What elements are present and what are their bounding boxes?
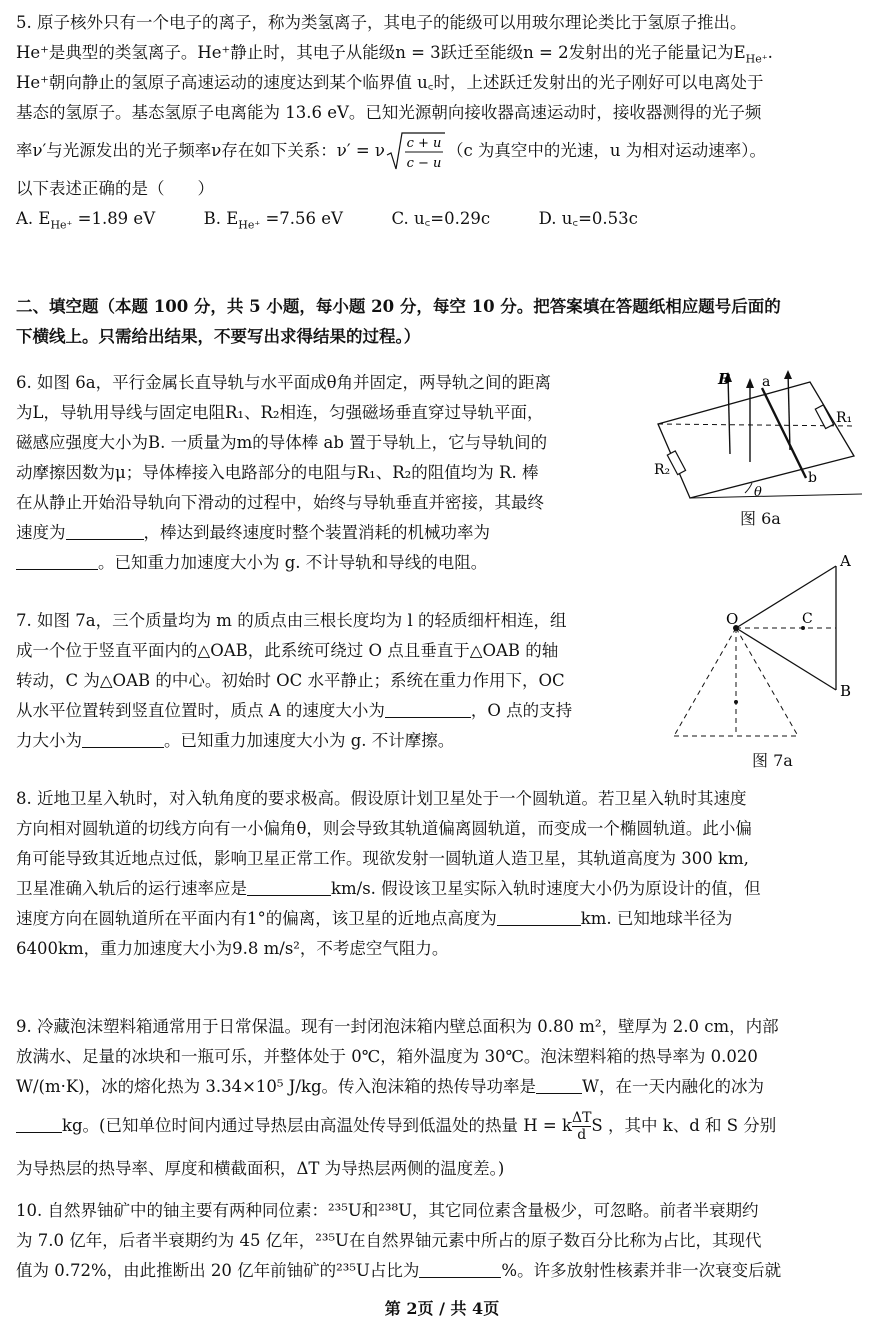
- label-a: a: [762, 374, 771, 390]
- q5-options: [16, 204, 872, 234]
- answer-blank[interactable]: [497, 907, 581, 926]
- question-5: [16, 8, 872, 234]
- svg-text:c + u: c + u: [406, 135, 442, 151]
- sqrt-formula: [385, 129, 447, 175]
- question-6: 6. 如图 6a，平行金属长直导轨与水平面成θ角并固定，两导轨之间的距离 为L，导轨用导线与固定电阻R₁、R₂相连，匀强磁场垂直穿过导轨平面， 磁感应强度大小为B. 一质量为m的导体棒 ab 置于导轨上，它与导轨间的 动摩擦因数为μ；导体棒接入电路部分的电阻与R₁、R₂的阻值均为 R. 棒 在从静止开始沿导轨向下滑动的过程中，始终与导轨垂直并密接，其最终 速度为 ，棒达到最终速度时整个装置消耗的机械功率为 。已知重力加速度大小为 g. 不计导轨和导线的电阻。: [16, 373, 552, 572]
- answer-blank[interactable]: [16, 551, 98, 570]
- label-B: B: [718, 370, 731, 388]
- answer-blank[interactable]: [385, 699, 471, 718]
- option-b: B. $E_{He^+} =7.56$ eV: [203, 209, 343, 232]
- page-footer: 第 2页 / 共 4页: [384, 1299, 500, 1318]
- question-8: 8. 近地卫星入轨时，对入轨角度的要求极高。假设原计划卫星处于一个圆轨道。若卫星入轨时其速度 方向相对圆轨道的切线方向有一小偏角θ，则会导致其轨道偏离圆轨道，而变成一个椭圆轨道。此小偏 角可能导致其近地点过低，影响卫星正常工作。现欲发射一圆轨道人造卫星，其轨道高度为 300 km, 卫星准确入轨后的运行速率应是 km/s. 假设该卫星实际入轨时速度大小仍为原设计的值，但 速度方向在圆轨道所在平面内有1°的偏离，该卫星的近地点高度为 km. 已知地球半径为 6400km，重力加速度大小为9.8 m/s²，不考虑空气阻力。: [16, 789, 761, 958]
- label-R2: R₂: [654, 462, 671, 478]
- label-C: C: [802, 611, 813, 627]
- section-heading: 二、填空题（本题 100 分，共 5 小题，每小题 20 分，每空 10 分。把答案填在答题纸相应题号后面的 下横线上。只需给出结果，不要写出求得结果的过程。）: [16, 297, 781, 346]
- q5-line: 基态的氢原子。基态氢原子电离能为 13.6 eV。已知光源朝向接收器高速运动时，接收器测得的光子频: [16, 103, 762, 122]
- option-a: A. $E_{He^+} =1.89$ eV: [16, 209, 156, 232]
- label-R1: R₁: [836, 410, 853, 426]
- q5-prompt: 以下表述正确的是（ ）: [16, 179, 214, 198]
- q5-formula-line: 率ν′与光源发出的光子频率ν存在如下关系：ν′ = ν c + u c − u （c 为真空中的光速，u 为相对运动速率）。: [16, 128, 872, 174]
- q5-line: He⁺是典型的类氢离子。He⁺静止时，其电子从能级n = 3跃迁至能级n = 2发射出的光子能量记为$E_{He^+}$.: [16, 43, 773, 66]
- label-O: O: [726, 610, 739, 628]
- fraction-deltaT-over-d: $\frac{\Delta T}{d}$: [571, 1110, 592, 1143]
- question-9: 9. 冷藏泡沫塑料箱通常用于日常保温。现有一封闭泡沫箱内壁总面积为 0.80 m²，壁厚为 2.0 cm，内部 放满水、足量的冰块和一瓶可乐，并整体处于 0℃，箱外温度为 30℃。泡沫塑料箱的热导率为 0.020 W/(m·K)，冰的熔化热为 3.34×10⁵ J/kg。传入泡沫箱的热传导功率是 W，在一天内融化的冰为 kg。(已知单位时间内通过导热层由高温处传导到低温处的热量 H = k $\frac{\Delta T}{d}$ S ，其中 k、d 和 S 分别 为导热层的热导率、厚度和横截面积，ΔT 为导热层两侧的温度差。): [16, 1017, 779, 1178]
- answer-blank[interactable]: [247, 877, 331, 896]
- option-c: C. u꜀=0.29c: [391, 209, 491, 228]
- answer-blank[interactable]: [536, 1075, 582, 1094]
- label-theta: θ: [754, 485, 762, 500]
- svg-text:c − u: c − u: [406, 155, 442, 171]
- label-B: B: [840, 682, 852, 700]
- figure-7a: [664, 550, 864, 746]
- figure-7a-caption: 图 7a: [752, 751, 793, 770]
- figure-6a-caption: 图 6a: [740, 509, 781, 528]
- question-7: 7. 如图 7a，三个质量均为 m 的质点由三根长度均为 l 的轻质细杆相连，组 成一个位于竖直平面内的△OAB，此系统可绕过 O 点且垂直于△OAB 的轴 转动，C 为△OAB 的中心。初始时 OC 水平静止；系统在重力作用下，OC 从水平位置转到竖直位置时，质点 A 的速度大小为 ，O 点的支持 力大小为 。已知重力加速度大小为 g. 不计摩擦。: [16, 611, 573, 750]
- q5-line: 5. 原子核外只有一个电子的离子，称为类氢离子，其电子的能级可以用玻尔理论类比于氢原子推出。: [16, 13, 747, 32]
- label-A: A: [840, 552, 851, 570]
- answer-blank[interactable]: [66, 521, 144, 540]
- q5-line: He⁺朝向静止的氢原子高速运动的速度达到某个临界值 u꜀时，上述跃迁发射出的光子刚好可以电离处于: [16, 73, 764, 92]
- answer-blank[interactable]: [419, 1259, 501, 1278]
- option-d: D. u꜀=0.53c: [538, 209, 638, 228]
- answer-blank[interactable]: [82, 729, 164, 748]
- answer-blank[interactable]: [16, 1114, 62, 1133]
- figure-6a: [650, 370, 870, 510]
- question-10: 10. 自然界铀矿中的铀主要有两种同位素：²³⁵U和²³⁸U，其它同位素含量极少，可忽略。前者半衰期约 为 7.0 亿年，后者半衰期约为 45 亿年，²³⁵U在自然界铀元素中所占的原子数百分比称为占比，其现代 值为 0.72%，由此推断出 20 亿年前铀矿的²³⁵U占比为 %。许多放射性核素并非一次衰变后就: [16, 1201, 782, 1280]
- label-b: b: [808, 470, 817, 486]
